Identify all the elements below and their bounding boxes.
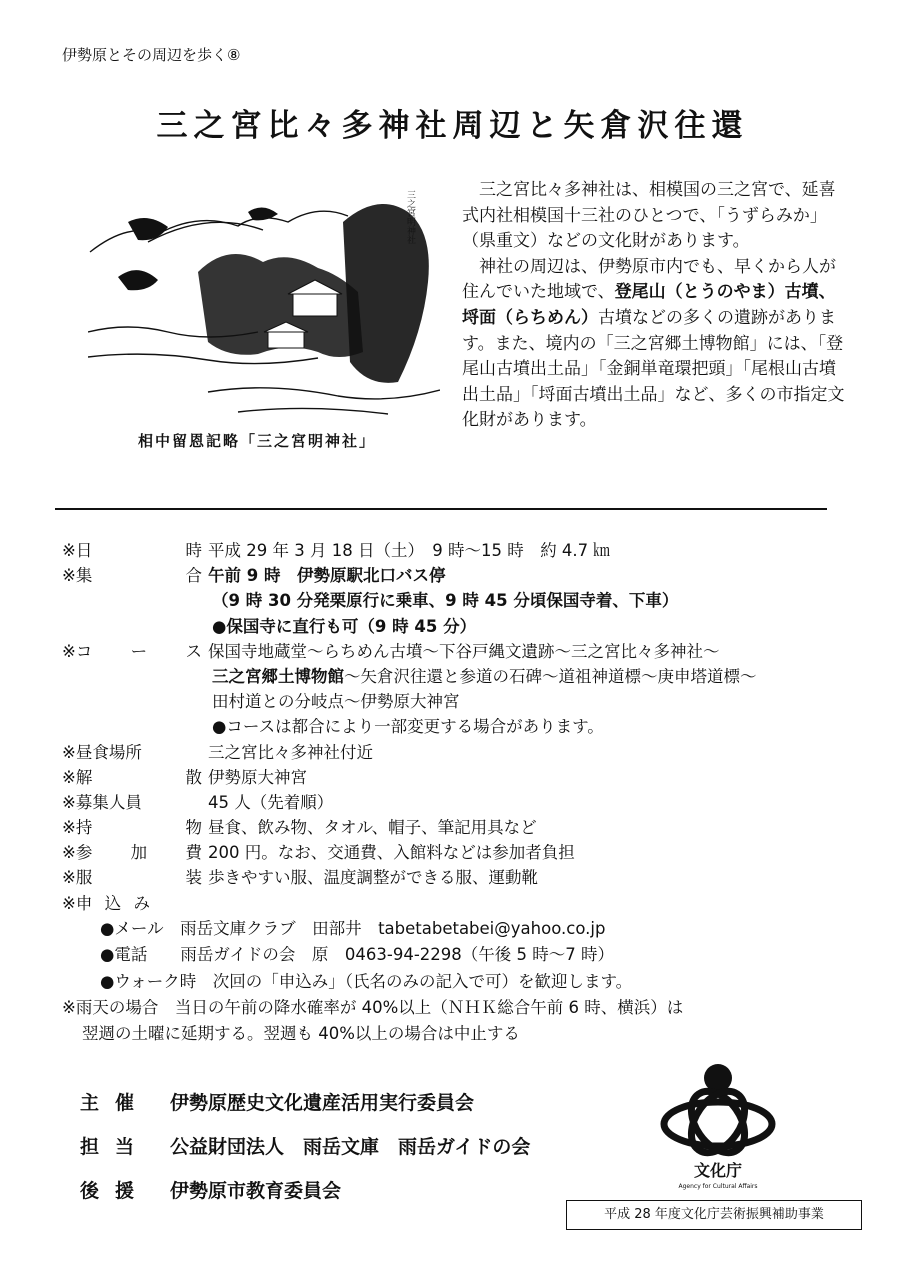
logo-text: 文化庁 <box>693 1161 743 1180</box>
label-part: 合 <box>185 566 202 586</box>
organizer-support <box>80 1176 530 1220</box>
illustration-caption: 相中留恩記略「三之宮明神社」 <box>138 432 377 450</box>
apply-phone-text: ●電話 雨岳ガイドの会 原 0463-94-2298（午後 5 時～7 時） <box>100 945 615 965</box>
rain-line-2: 翌週の土曜に延期する。翌週も 40%以上の場合は中止する <box>82 1023 520 1043</box>
shrine-illustration <box>88 182 440 427</box>
detail-course-4 <box>62 714 862 739</box>
vertical-caption <box>405 190 416 244</box>
label-part: ※服 <box>62 868 93 888</box>
organizer-charge <box>80 1132 530 1176</box>
detail-dismiss <box>62 765 862 790</box>
lunch-label: ※昼食場所 <box>62 742 142 762</box>
intro-p2-bold: 登尾山（とうのやま）古墳、埒面（らちめん） <box>462 282 836 328</box>
logo-subtext: Agency for Cultural Affairs <box>678 1183 758 1190</box>
detail-clothing <box>62 865 862 890</box>
clothing-value: 歩きやすい服、温度調整ができる服、運動靴 <box>208 868 538 888</box>
meet-direct-note: ●保国寺に直行も可（9 時 45 分） <box>212 616 477 636</box>
detail-rain <box>62 995 862 1020</box>
detail-items <box>62 815 862 840</box>
intro-paragraph-2 <box>462 255 852 434</box>
label-part: 物 <box>185 818 202 838</box>
intro-paragraph-1: 三之宮比々多神社は、相模国の三之宮で、延喜式内社相模国十三社のひとつで、「うずらみか」（県重文）などの文化財があります。 <box>462 180 836 252</box>
detail-rain-2 <box>62 1021 862 1046</box>
label-part: ※コ <box>62 641 93 661</box>
label-part: 加 <box>130 843 148 863</box>
course-line-2: ～矢倉沢往還と参道の石碑～道祖神道標～庚申塔道標～ <box>344 666 757 686</box>
meet-bus-info: （9 時 30 分発栗原行に乗車、9 時 45 分頃保国寺着、下車） <box>212 591 679 611</box>
apply-walk-text: ●ウォーク時 次回の「申込み」（氏名のみの記入で可）を歓迎します。 <box>100 971 633 991</box>
detail-meet-bus <box>62 588 862 613</box>
label-part: ※申 <box>62 893 93 913</box>
event-details <box>62 538 862 1046</box>
items-value: 昼食、飲み物、タオル、帽子、筆記用具など <box>208 818 537 838</box>
grant-notice: 平成 28 年度文化庁芸術振興補助事業 <box>566 1200 862 1230</box>
course-museum: 三之宮郷土博物館 <box>212 666 344 686</box>
label-part: ※解 <box>62 767 93 787</box>
detail-fee <box>62 840 862 865</box>
apply-mail <box>62 916 862 943</box>
organizer-role: 主催 <box>80 1092 151 1114</box>
course-line-3: 田村道との分岐点～伊勢原大神宮 <box>212 692 460 712</box>
label-part: 費 <box>185 843 202 863</box>
organizer-role: 後援 <box>80 1180 151 1202</box>
label-part: み <box>133 893 150 913</box>
fee-value: 200 円。なお、交通費、入館料などは参加者負担 <box>208 843 575 863</box>
label-part: 時 <box>185 541 202 560</box>
label-part: ※参 <box>62 843 93 863</box>
label-part: 込 <box>104 893 122 913</box>
organizers <box>80 1088 530 1220</box>
label-part: ※持 <box>62 818 93 838</box>
intro-p2-end: 古墳などの多くの遺跡があります。また、境内の「三之宮郷土博物館」には、「登尾山古墳出土品」「金銅単竜環把頭」「尾根山古墳出土品」「埒面古墳出土品」など、多くの市指定文化財があります。 <box>462 307 845 431</box>
label-part: ※集 <box>62 566 93 586</box>
detail-course-3 <box>62 689 862 714</box>
label-part: ス <box>185 641 202 661</box>
course-change-note: ●コースは都合により一部変更する場合があります。 <box>212 717 604 737</box>
series-title: 伊勢原とその周辺を歩く⑧ <box>62 46 241 64</box>
capacity-value: 45 人（先着順） <box>208 792 334 812</box>
lunch-value: 三之宮比々多神社付近 <box>208 742 373 762</box>
apply-walk <box>62 969 862 996</box>
detail-course-2 <box>62 664 862 689</box>
page-title: 三之宮比々多神社周辺と矢倉沢往還 <box>156 108 749 144</box>
intro-text <box>462 178 852 434</box>
label-part: ※日 <box>62 541 93 560</box>
label-part: ー <box>130 641 148 661</box>
detail-date <box>62 538 862 563</box>
meet-time-place: 午前 9 時 伊勢原駅北口バス停 <box>208 566 446 586</box>
section-divider <box>55 508 827 510</box>
course-line-1: 保国寺地蔵堂～らちめん古墳～下谷戸縄文遺跡～三之宮比々多神社～ <box>208 641 720 661</box>
organizer-role: 担当 <box>80 1136 151 1158</box>
date-value: 平成 29 年 3 月 18 日（土） 9 時～15 時 約 4.7 ㎞ <box>208 541 610 560</box>
detail-apply <box>62 891 862 916</box>
svg-text:三之宮明神社: 三之宮明神社 <box>405 190 415 244</box>
detail-lunch <box>62 740 862 765</box>
dismiss-value: 伊勢原大神宮 <box>208 767 307 787</box>
organizer-name: 伊勢原市教育委員会 <box>170 1180 342 1202</box>
organizer-host <box>80 1088 530 1132</box>
label-part: 散 <box>185 767 202 787</box>
rain-line-1: ※雨天の場合 当日の午前の降水確率が 40%以上（ＮＨＫ総合午前 6 時、横浜）は <box>62 998 684 1018</box>
organizer-name: 伊勢原歴史文化遺産活用実行委員会 <box>170 1092 475 1114</box>
label-part: 装 <box>185 868 202 888</box>
detail-course <box>62 639 862 664</box>
detail-capacity <box>62 790 862 815</box>
intro-p2-start: 神社の周辺は、伊勢原市内でも、早くから人が住んでいた地域で、 <box>462 256 836 303</box>
detail-meet-direct <box>62 614 862 639</box>
bunkacho-logo <box>658 1062 778 1194</box>
detail-meet <box>62 563 862 588</box>
organizer-name: 公益財団法人 雨岳文庫 雨岳ガイドの会 <box>170 1136 531 1158</box>
apply-phone <box>62 942 862 969</box>
apply-mail-text: ●メール 雨岳文庫クラブ 田部井 tabetabetabei@yahoo.co.jp <box>100 918 606 938</box>
capacity-label: ※募集人員 <box>62 792 142 812</box>
